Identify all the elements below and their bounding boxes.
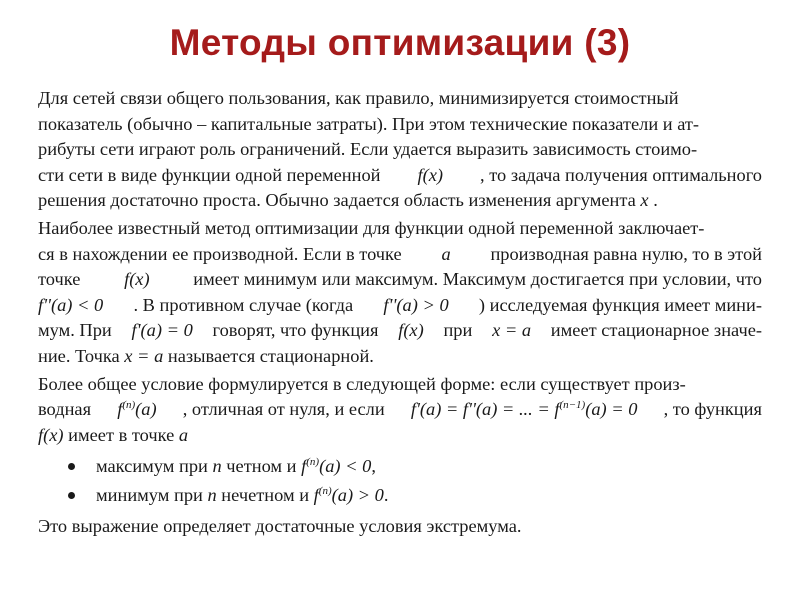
text: говорят, что функция bbox=[212, 320, 379, 341]
formula: x bbox=[640, 190, 649, 211]
text: . bbox=[383, 485, 389, 506]
bullet-icon bbox=[68, 492, 75, 499]
text: мум. При bbox=[38, 320, 112, 341]
text: водная bbox=[38, 399, 92, 420]
text-line bbox=[38, 293, 762, 319]
formula-superscript: (n) bbox=[318, 485, 332, 498]
text: ние. Точка bbox=[38, 345, 120, 366]
formula bbox=[314, 485, 384, 505]
paragraph-1 bbox=[38, 86, 762, 214]
formula-part: (a) > 0 bbox=[331, 485, 384, 506]
text: ) исследуемая функция имеет мини- bbox=[478, 294, 762, 315]
text: производная равна нулю, то в этой bbox=[490, 243, 762, 264]
formula: a bbox=[178, 424, 189, 445]
formula-arg: (a) bbox=[135, 399, 157, 420]
formula-superscript: (n−1) bbox=[559, 399, 586, 411]
text: имеет стационарное значе- bbox=[550, 320, 762, 341]
formula: f(x) bbox=[38, 424, 64, 445]
text-line bbox=[38, 242, 762, 268]
text: , то задача получения оптимального bbox=[480, 164, 762, 185]
text-line bbox=[38, 372, 762, 398]
formula-part: (a) < 0 bbox=[319, 456, 372, 477]
text-line bbox=[38, 318, 762, 344]
formula: n bbox=[212, 456, 222, 477]
formula: f(x) bbox=[124, 269, 150, 290]
text: Для сетей связи общего пользования, как правило, минимизируется стоимостный bbox=[38, 88, 679, 108]
formula: n bbox=[207, 485, 217, 506]
formula: f''(a) < 0 bbox=[38, 294, 104, 315]
text: , то функция bbox=[663, 399, 762, 420]
text: , bbox=[371, 456, 376, 477]
text-line bbox=[38, 86, 762, 112]
text-line bbox=[38, 344, 762, 370]
bullet-icon bbox=[68, 463, 75, 470]
text: . bbox=[653, 190, 658, 211]
paragraph-2 bbox=[38, 216, 762, 370]
formula bbox=[411, 397, 638, 423]
list-item bbox=[38, 452, 762, 481]
formula bbox=[301, 456, 371, 476]
bullet-list bbox=[38, 452, 762, 510]
formula: f'(a) = 0 bbox=[131, 320, 193, 341]
text: показатель (обычно – капитальные затраты). При этом технические показатели и ат- bbox=[38, 113, 700, 134]
formula-superscript: (n) bbox=[306, 456, 320, 469]
text: называется стационарной. bbox=[167, 345, 374, 366]
text-line bbox=[38, 216, 762, 242]
formula: f''(a) > 0 bbox=[383, 294, 449, 315]
final-text: Это выражение определяет достаточные условия экстремума. bbox=[38, 516, 522, 537]
formula: f(x) bbox=[417, 164, 444, 185]
text: Более общее условие формулируется в следующей форме: если существует произ- bbox=[38, 373, 686, 394]
text: решения достаточно проста. Обычно задается область изменения аргумента bbox=[38, 190, 636, 211]
text: , отличная от нуля, и если bbox=[182, 399, 385, 420]
text-line bbox=[38, 397, 762, 423]
formula-f: f bbox=[117, 399, 123, 420]
text: Наиболее известный метод оптимизации для функции одной переменной заключает- bbox=[38, 217, 705, 238]
formula bbox=[117, 397, 156, 423]
text-line bbox=[38, 112, 762, 138]
text: . В противном случае (когда bbox=[133, 294, 354, 315]
text: сти сети в виде функции одной переменной bbox=[38, 164, 381, 185]
formula-f: f bbox=[313, 485, 319, 506]
formula: f(x) bbox=[398, 320, 424, 341]
text: при bbox=[443, 320, 473, 341]
text-line bbox=[38, 423, 762, 449]
paragraph-3 bbox=[38, 372, 762, 449]
formula-f: f bbox=[301, 456, 307, 477]
slide-content bbox=[38, 86, 762, 540]
formula: x = a bbox=[124, 345, 164, 366]
text: имеет в точке bbox=[68, 424, 175, 445]
text-line bbox=[38, 188, 762, 214]
text: максимум при bbox=[96, 456, 208, 477]
text: четном и bbox=[226, 456, 297, 477]
list-item bbox=[38, 481, 762, 510]
text: минимум при bbox=[96, 485, 203, 506]
text-line bbox=[38, 137, 762, 163]
formula-superscript: (n) bbox=[122, 399, 136, 411]
text: имеет минимум или максимум. Максимум достигается при условии, что bbox=[193, 269, 762, 290]
formula: a bbox=[441, 243, 451, 264]
text: нечетном и bbox=[221, 485, 310, 506]
text: рибуты сети играют роль ограничений. Если удается выразить зависимость стоимо- bbox=[38, 139, 698, 160]
slide-title: Методы оптимизации (3) bbox=[169, 22, 631, 63]
text-line bbox=[38, 267, 762, 293]
formula: x = a bbox=[492, 320, 532, 341]
text: точке bbox=[38, 269, 81, 290]
formula-part: f'(a) = f''(a) = ... = f bbox=[410, 399, 560, 420]
text-line bbox=[38, 163, 762, 189]
formula-part: (a) = 0 bbox=[585, 399, 638, 420]
text: ся в нахождении ее производной. Если в точке bbox=[38, 243, 402, 264]
